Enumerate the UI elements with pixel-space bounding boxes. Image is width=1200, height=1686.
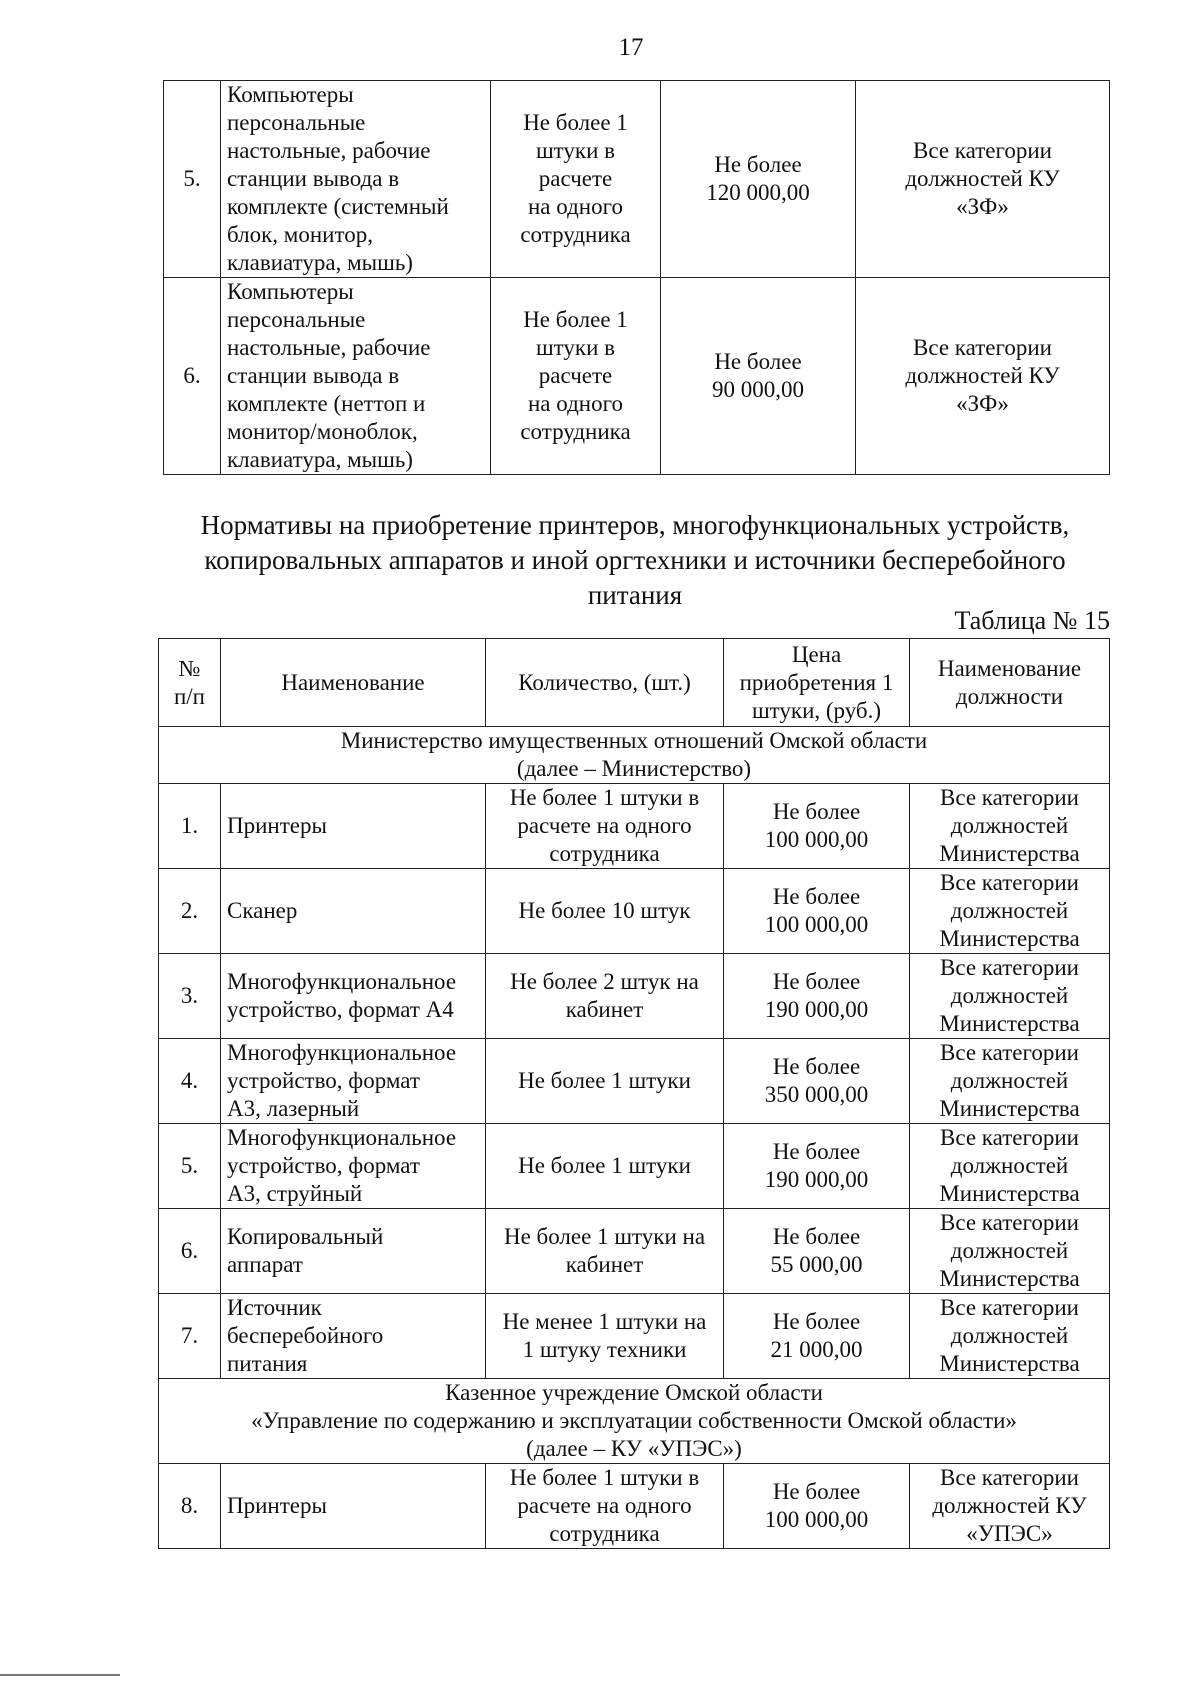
table-row <box>159 1209 1110 1294</box>
item-position <box>856 278 1110 475</box>
item-price-line: 190 000,00 <box>764 1167 869 1192</box>
row-number: 7. <box>159 1294 221 1379</box>
item-name-line: аппарат <box>227 1252 303 1277</box>
item-quantity-line: Не более 2 штук на <box>510 969 699 994</box>
item-position-line: должностей <box>950 983 1069 1008</box>
item-position <box>910 1464 1110 1549</box>
item-name-line: бесперебойного <box>227 1323 384 1348</box>
item-quantity-line: кабинет <box>565 997 644 1022</box>
item-name-line: Копировальный <box>227 1224 384 1249</box>
item-position-line: Министерства <box>939 1011 1080 1036</box>
item-price-line: 100 000,00 <box>764 912 869 937</box>
item-quantity <box>486 1294 724 1379</box>
item-price-line: 100 000,00 <box>764 1507 869 1532</box>
item-position-line: должностей КУ <box>932 1493 1087 1518</box>
item-position-line: должностей <box>950 898 1069 923</box>
item-position-line: Все категории <box>940 1295 1079 1320</box>
item-quantity-line: Не менее 1 штуки на <box>502 1309 707 1334</box>
item-name <box>221 1039 486 1124</box>
group-title-line: (далее – КУ «УПЭС») <box>526 1436 742 1461</box>
group-title-line: (далее – Министерство) <box>516 756 752 781</box>
item-position-line: Министерства <box>939 1181 1080 1206</box>
item-quantity-line: Не более 1 <box>523 110 628 135</box>
group-title <box>159 1379 1110 1464</box>
group-title-row <box>159 727 1110 784</box>
table-row <box>164 81 1110 278</box>
item-position <box>910 1294 1110 1379</box>
item-name-line: клавиатура, мышь) <box>227 447 413 472</box>
item-position <box>910 869 1110 954</box>
header-position-line: должности <box>955 683 1064 709</box>
item-position-line: должностей КУ <box>905 363 1060 388</box>
item-price <box>724 1124 910 1209</box>
item-position-line: «ЗФ» <box>956 391 1009 416</box>
item-price-line: 100 000,00 <box>764 827 869 852</box>
header-price <box>724 639 910 727</box>
section-heading <box>170 508 1100 613</box>
item-price <box>724 1039 910 1124</box>
row-number: 5. <box>159 1124 221 1209</box>
item-price-line: Не более <box>772 884 861 909</box>
item-name-line: Сканер <box>227 898 298 923</box>
item-quantity-line: сотрудника <box>520 222 631 247</box>
item-price-line: Не более <box>772 1054 861 1079</box>
header-price-line: штуки, (руб.) <box>751 697 882 723</box>
header-num-line: п/п <box>173 683 205 709</box>
item-name-line: Многофункциональное <box>227 1040 457 1065</box>
item-name <box>221 1209 486 1294</box>
item-price-line: 90 000,00 <box>712 377 804 402</box>
item-name <box>221 869 486 954</box>
item-position-line: Министерства <box>939 1096 1080 1121</box>
item-price <box>661 278 856 475</box>
item-quantity-line: Не более 1 штуки в <box>509 1465 700 1490</box>
item-quantity <box>486 1124 724 1209</box>
item-position-line: «УПЭС» <box>966 1521 1053 1546</box>
item-name-line: монитор/моноблок, <box>227 419 418 444</box>
table-row <box>159 954 1110 1039</box>
item-position-line: Министерства <box>939 926 1080 951</box>
item-quantity <box>486 784 724 869</box>
item-position <box>910 1124 1110 1209</box>
item-position-line: должностей КУ <box>905 166 1060 191</box>
item-name-line: настольные, рабочие <box>227 335 431 360</box>
item-name <box>221 1464 486 1549</box>
header-price-line: Цена <box>791 641 842 667</box>
item-name <box>221 784 486 869</box>
item-position <box>856 81 1110 278</box>
item-quantity-line: сотрудника <box>520 419 631 444</box>
item-quantity-line: Не более 10 штук <box>518 898 691 923</box>
item-position-line: Министерства <box>939 841 1080 866</box>
item-quantity <box>491 81 661 278</box>
row-number: 5. <box>164 81 221 278</box>
item-position <box>910 784 1110 869</box>
item-price-line: 55 000,00 <box>770 1252 863 1277</box>
group-title <box>159 727 1110 784</box>
item-name-line: питания <box>227 1351 308 1376</box>
row-number: 4. <box>159 1039 221 1124</box>
item-name-line: персональные <box>227 110 366 135</box>
header-position-line: Наименование <box>937 655 1082 681</box>
item-position-line: Все категории <box>913 138 1052 163</box>
group-title-line: Казенное учреждение Омской области <box>445 1380 823 1405</box>
item-position-line: «ЗФ» <box>956 194 1009 219</box>
item-quantity-line: Не более 1 штуки <box>518 1068 691 1093</box>
item-position-line: Все категории <box>940 1210 1079 1235</box>
row-number: 2. <box>159 869 221 954</box>
item-quantity <box>486 954 724 1039</box>
item-quantity-line: Не более 1 штуки на <box>503 1224 706 1249</box>
item-name-line: комплекте (неттоп и <box>227 391 426 416</box>
item-name-line: Многофункциональное <box>227 969 457 994</box>
item-position-line: Министерства <box>939 1266 1080 1291</box>
header-num <box>159 639 221 727</box>
group-title-line: «Управление по содержанию и эксплуатации собственности Омской области» <box>251 1408 1017 1433</box>
table-row <box>159 784 1110 869</box>
item-quantity-line: штуки в расчете <box>535 335 616 388</box>
row-number: 6. <box>159 1209 221 1294</box>
item-price-line: Не более <box>772 1479 861 1504</box>
item-position <box>910 1209 1110 1294</box>
table-row <box>159 1294 1110 1379</box>
item-quantity-line: кабинет <box>565 1252 644 1277</box>
item-name-line: Принтеры <box>227 1493 327 1518</box>
item-name-line: Компьютеры <box>227 279 354 304</box>
table-row <box>159 1464 1110 1549</box>
table-row <box>159 1039 1110 1124</box>
section-heading-line: питания <box>587 580 683 610</box>
item-position <box>910 954 1110 1039</box>
item-price-line: Не более <box>772 1139 861 1164</box>
table-label: Таблица № 15 <box>954 606 1110 635</box>
item-name <box>221 81 491 278</box>
item-quantity <box>486 869 724 954</box>
group-title-row <box>159 1379 1110 1464</box>
item-price-line: 190 000,00 <box>764 997 869 1022</box>
footer-rule <box>0 1674 120 1676</box>
item-quantity <box>486 1209 724 1294</box>
item-name-line: Компьютеры <box>227 82 354 107</box>
item-name-line: персональные <box>227 307 366 332</box>
item-position-line: должностей <box>950 813 1069 838</box>
item-quantity-line: Не более 1 <box>523 307 628 332</box>
item-position-line: Все категории <box>940 1125 1079 1150</box>
item-price-line: Не более <box>772 1224 861 1249</box>
item-name-line: клавиатура, мышь) <box>227 250 413 275</box>
item-position-line: должностей <box>950 1238 1069 1263</box>
item-quantity <box>491 278 661 475</box>
item-name <box>221 1124 486 1209</box>
header-position <box>910 639 1110 727</box>
item-name-line: комплекте (системный <box>227 194 449 219</box>
item-name-line: настольные, рабочие <box>227 138 431 163</box>
item-price <box>724 1294 910 1379</box>
item-price <box>724 1464 910 1549</box>
item-position-line: должностей <box>950 1068 1069 1093</box>
item-quantity <box>486 1464 724 1549</box>
header-qty: Количество, (шт.) <box>486 639 724 727</box>
item-quantity-line: на одного <box>528 391 623 416</box>
item-position-line: Все категории <box>913 335 1052 360</box>
item-price-line: 350 000,00 <box>764 1082 869 1107</box>
item-quantity-line: на одного <box>528 194 623 219</box>
item-price-line: Не более <box>772 1309 861 1334</box>
table-15 <box>158 638 1110 1549</box>
item-name-line: блок, монитор, <box>227 222 373 247</box>
header-name: Наименование <box>221 639 486 727</box>
page-number: 17 <box>618 34 644 61</box>
item-quantity-line: сотрудника <box>549 841 660 866</box>
section-heading-line: копировальных аппаратов и иной оргтехники и источники бесперебойного <box>204 545 1066 575</box>
item-position-line: должностей <box>950 1153 1069 1178</box>
item-position-line: должностей <box>950 1323 1069 1348</box>
item-price-line: Не более <box>714 152 802 177</box>
item-price <box>724 784 910 869</box>
row-number: 8. <box>159 1464 221 1549</box>
previous-table <box>163 80 1110 475</box>
header-price-line: приобретения 1 <box>739 669 894 695</box>
item-name <box>221 278 491 475</box>
group-title-line: Министерство имущественных отношений Омской области <box>340 728 928 753</box>
table-row <box>159 1124 1110 1209</box>
item-price <box>724 1209 910 1294</box>
item-position-line: Все категории <box>940 870 1079 895</box>
item-name-line: А3, лазерный <box>227 1096 360 1121</box>
item-position-line: Все категории <box>940 785 1079 810</box>
item-price-line: Не более <box>772 969 861 994</box>
item-price-line: Не более <box>772 799 861 824</box>
section-heading-line: Нормативы на приобретение принтеров, многофункциональных устройств, <box>200 510 1070 540</box>
row-number: 1. <box>159 784 221 869</box>
item-price <box>724 954 910 1039</box>
row-number: 3. <box>159 954 221 1039</box>
item-price-line: Не более <box>714 349 802 374</box>
table-row <box>164 278 1110 475</box>
item-name <box>221 954 486 1039</box>
item-position-line: Все категории <box>940 955 1079 980</box>
item-name <box>221 1294 486 1379</box>
item-name-line: устройство, формат <box>227 1153 420 1178</box>
item-quantity-line: 1 штуку техники <box>522 1337 687 1362</box>
item-quantity-line: сотрудника <box>549 1521 660 1546</box>
item-name-line: Источник <box>227 1295 322 1320</box>
item-position-line: Министерства <box>939 1351 1080 1376</box>
item-quantity-line: расчете на одного <box>517 1493 692 1518</box>
item-price <box>724 869 910 954</box>
item-quantity-line: Не более 1 штуки в <box>509 785 700 810</box>
item-quantity <box>486 1039 724 1124</box>
item-price-line: 120 000,00 <box>706 180 810 205</box>
table-header-row <box>159 639 1110 727</box>
item-price-line: 21 000,00 <box>770 1337 863 1362</box>
item-price <box>661 81 856 278</box>
item-name-line: Многофункциональное <box>227 1125 457 1150</box>
item-position-line: Все категории <box>940 1040 1079 1065</box>
item-name-line: станции вывода в <box>227 166 400 191</box>
row-number: 6. <box>164 278 221 475</box>
item-name-line: устройство, формат А4 <box>227 997 454 1022</box>
header-num-line: № <box>178 655 201 681</box>
item-position <box>910 1039 1110 1124</box>
item-name-line: устройство, формат <box>227 1068 420 1093</box>
item-name-line: станции вывода в <box>227 363 400 388</box>
item-name-line: Принтеры <box>227 813 327 838</box>
table-row <box>159 869 1110 954</box>
item-quantity-line: Не более 1 штуки <box>518 1153 691 1178</box>
item-position-line: Все категории <box>940 1465 1079 1490</box>
item-quantity-line: штуки в расчете <box>535 138 616 191</box>
item-name-line: А3, струйный <box>227 1181 363 1206</box>
item-quantity-line: расчете на одного <box>517 813 692 838</box>
